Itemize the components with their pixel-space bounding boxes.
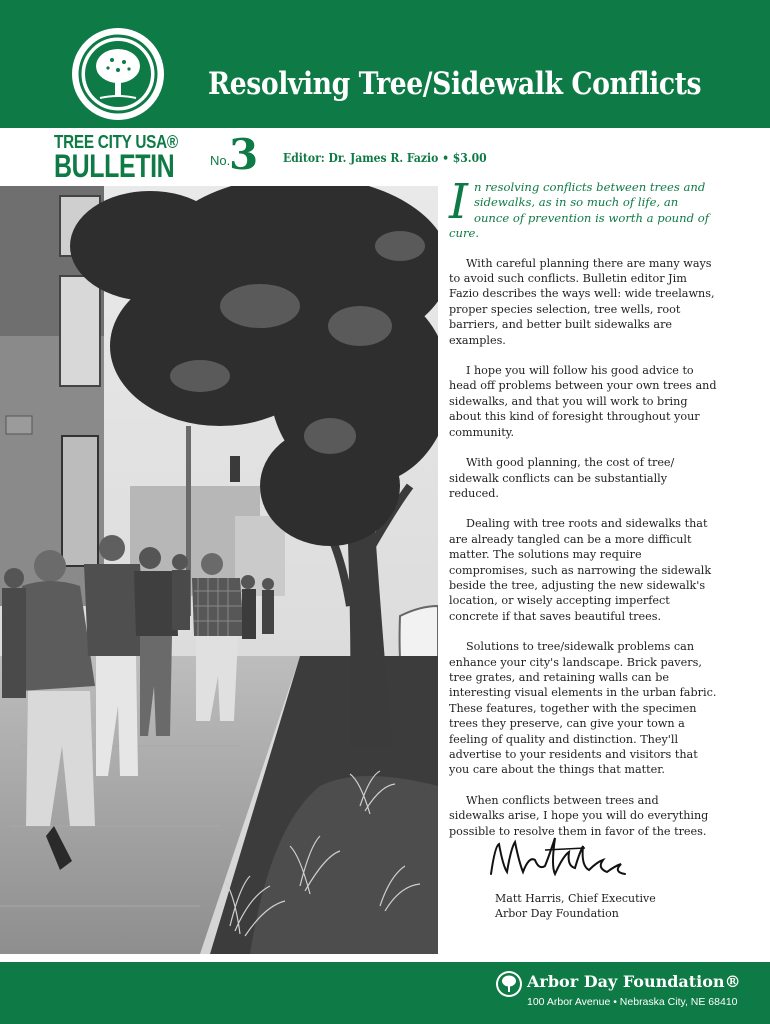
signature-caption	[495, 891, 715, 921]
paragraph: When conflicts between trees and sidewalks arise, I hope you will do everything possible to resolve them in favor of the trees.	[449, 793, 709, 838]
paragraph: With careful planning there are many ways to avoid such conflicts. Bulletin editor Jim Fazio describes the ways well: wide treelawns, proper species selection, tree wells, root barriers, and better built sidewalks are examples.	[449, 256, 715, 347]
intro-text: n resolving conflicts between trees and sidewalks, as in so much of life, an ounce of prevention is worth a pound of cure.	[449, 180, 709, 241]
issue-label: No.	[210, 153, 231, 168]
issue-number: 3	[229, 130, 259, 179]
street-tree-photo	[0, 186, 438, 954]
paragraph: I hope you will follow his good advice to head off problems between your own trees and sidewalks, and that you will work to bring about this kind of foresight throughout your community.	[449, 364, 717, 439]
arbor-day-logo-icon	[495, 970, 523, 998]
brand-bulletin: BULLETIN	[54, 148, 175, 184]
signature	[485, 826, 645, 886]
page-title: Resolving Tree/Sidewalk Conflicts	[208, 66, 702, 102]
footer-org-name: Arbor Day Foundation®	[527, 972, 741, 991]
drop-cap: I	[449, 174, 468, 230]
intro-paragraph	[449, 174, 717, 242]
brand-name: TREE CITY USA®	[54, 132, 178, 152]
tree-logo-icon	[72, 28, 164, 120]
article-text	[449, 174, 717, 854]
signature-name: Matt Harris, Chief Executive	[495, 892, 656, 905]
editor-line: Editor: Dr. James R. Fazio • $3.00	[283, 151, 487, 165]
paragraph: Solutions to tree/sidewalk problems can enhance your city's landscape. Brick pavers, tree grates, and retaining walls can be interesting visual elements in the urban fabric. These features, together with the specimen trees they preserve, can give your town a feeling of quality and distinction. They'll advertise to your residents and visitors that you care about the things that matter.	[449, 640, 717, 777]
footer-address: 100 Arbor Avenue • Nebraska City, NE 68410	[527, 996, 738, 1008]
paragraph: Dealing with tree roots and sidewalks that are already tangled can be a more difficult matter. The solutions may require compromises, such as narrowing the sidewalk beside the tree, adjusting the new sidewalk's location, or wisely accepting imperfect concrete if that saves beautiful trees.	[449, 517, 712, 623]
signature-org: Arbor Day Foundation	[495, 907, 619, 920]
paragraph: With good planning, the cost of tree/ sidewalk conflicts can be substantially reduced.	[449, 456, 675, 500]
